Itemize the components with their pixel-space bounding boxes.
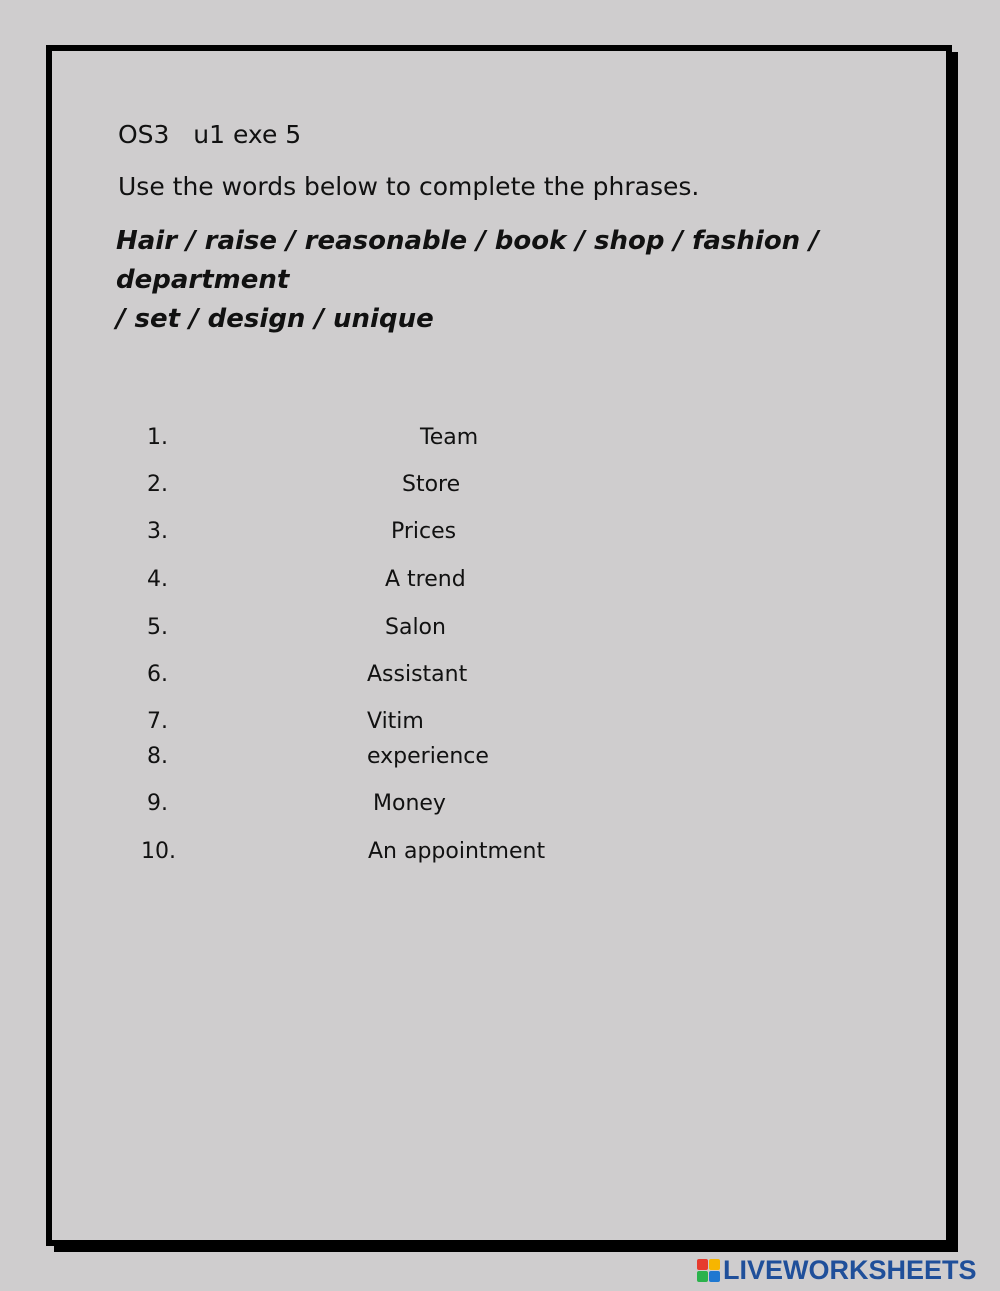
item-phrase: Vitim (367, 709, 424, 734)
item-number: 3. (147, 519, 168, 544)
item-phrase: Money (373, 791, 446, 816)
item-phrase: Prices (391, 519, 457, 544)
item-number: 5. (147, 615, 168, 640)
logo-square-red (697, 1259, 708, 1270)
liveworksheets-logo-icon (697, 1259, 720, 1282)
item-number: 7. (147, 709, 168, 734)
liveworksheets-watermark (697, 1255, 977, 1285)
item-number: 9. (147, 791, 168, 816)
item-number: 4. (147, 567, 168, 592)
word-bank-line: Hair / raise / reasonable / book / shop / fashion / department (116, 226, 819, 295)
item-number: 8. (147, 744, 168, 769)
item-phrase: Assistant (367, 662, 468, 687)
logo-square-yellow (709, 1259, 720, 1270)
item-number: 1. (147, 425, 168, 450)
item-phrase: Store (402, 472, 461, 497)
word-bank-line: / set / design / unique (116, 304, 434, 334)
item-number: 2. (147, 472, 168, 497)
item-phrase: experience (367, 744, 489, 769)
logo-square-blue (709, 1271, 720, 1282)
item-phrase: An appointment (368, 839, 546, 864)
logo-square-green (697, 1271, 708, 1282)
word-bank (116, 222, 906, 339)
item-phrase: A trend (385, 567, 466, 592)
worksheet-header: OS3 u1 exe 5 (118, 120, 302, 149)
item-phrase: Salon (385, 615, 446, 640)
item-number: 6. (147, 662, 168, 687)
instructions-text: Use the words below to complete the phrases. (118, 172, 700, 201)
watermark-text: LIVEWORKSHEETS (723, 1254, 977, 1285)
item-phrase: Team (420, 425, 479, 450)
item-number: 10. (141, 839, 176, 864)
